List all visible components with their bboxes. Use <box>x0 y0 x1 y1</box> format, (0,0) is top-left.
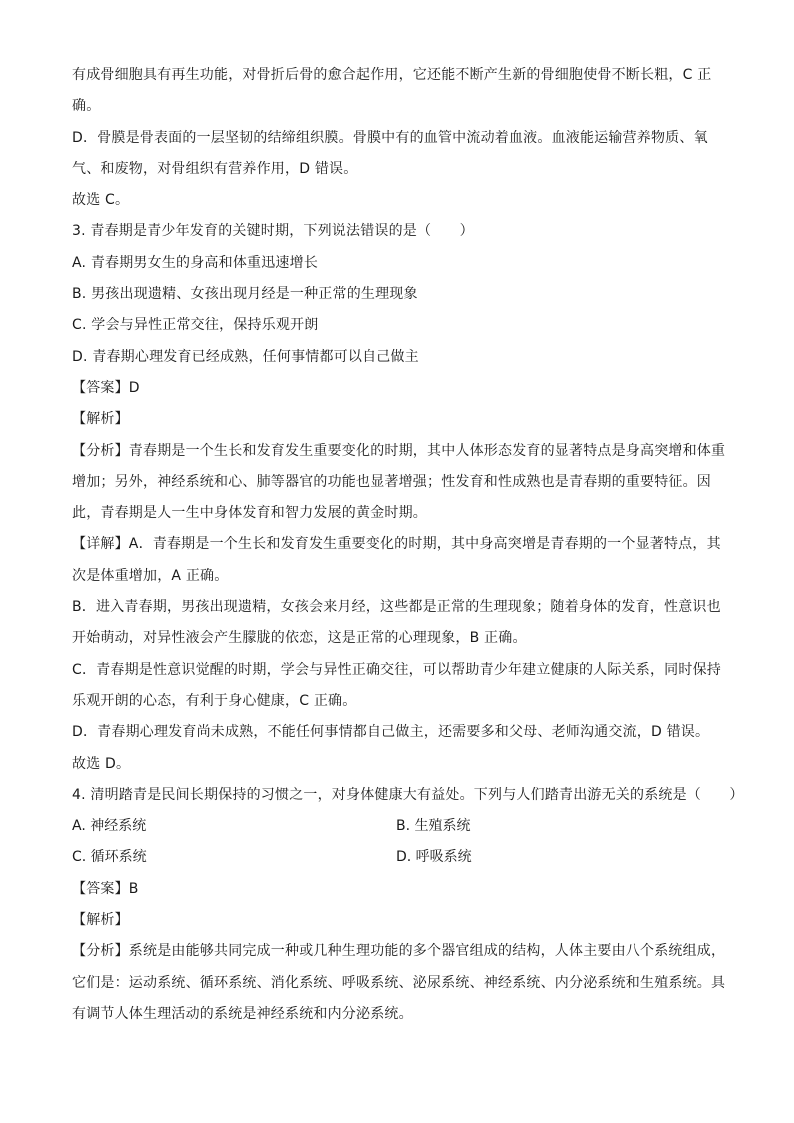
text-line: 确。 <box>72 98 101 115</box>
question-4-option-a: A. 神经系统 <box>72 818 147 835</box>
text-line: 增加；另外，神经系统和心、肺等器官的功能也显著增强；性发育和性成熟也是青春期的重要特征。因 <box>72 473 711 490</box>
question-4-option-b: B. 生殖系统 <box>396 818 471 835</box>
question-4-options-row-2 <box>72 842 722 873</box>
question-4-options-row-1 <box>72 811 722 842</box>
text-line: 此，青春期是人一生中身体发育和智力发展的黄金时期。 <box>72 505 427 522</box>
question-3-analysis-heading: 【解析】 <box>72 411 129 428</box>
question-3-option-b: B. 男孩出现遗精、女孩出现月经是一种正常的生理现象 <box>72 286 418 303</box>
question-4-option-d: D. 呼吸系统 <box>396 849 472 866</box>
document-body <box>72 60 744 1030</box>
question-3-answer: 【答案】D <box>72 379 140 396</box>
text-line: C．青春期是性意识觉醒的时期，学会与异性正确交往，可以帮助青少年建立健康的人际关系，同时保持 <box>72 661 721 678</box>
question-3-option-d: D. 青春期心理发育已经成熟，任何事情都可以自己做主 <box>72 348 419 365</box>
text-line: 次是体重增加，A 正确。 <box>72 567 229 584</box>
question-4-option-c: C. 循环系统 <box>72 849 147 866</box>
text-line: 气、和废物，对骨组织有营养作用，D 错误。 <box>72 160 358 177</box>
text-line: 有调节人体生理活动的系统是神经系统和内分泌系统。 <box>72 1005 413 1022</box>
question-3-option-c: C. 学会与异性正常交往，保持乐观开朗 <box>72 317 319 334</box>
text-line: 它们是：运动系统、循环系统、消化系统、呼吸系统、泌尿系统、神经系统、内分泌系统和生殖系统。具 <box>72 974 726 991</box>
text-line: D．骨膜是骨表面的一层坚韧的结缔组织膜。骨膜中有的血管中流动着血液。血液能运输营养物质、氧 <box>72 129 708 146</box>
text-line: D．青春期心理发育尚未成熟，不能任何事情都自己做主，还需要多和父母、老师沟通交流，D 错误。 <box>72 724 710 741</box>
text-line: 故选 D。 <box>72 755 131 772</box>
text-line: 故选 C。 <box>72 192 130 209</box>
text-line: 【分析】系统是由能够共同完成一种或几种生理功能的多个器官组成的结构，人体主要由八个系统组成， <box>72 943 726 960</box>
text-line: 【分析】青春期是一个生长和发育发生重要变化的时期，其中人体形态发育的显著特点是身高突增和体重 <box>72 442 726 459</box>
text-line: 【详解】A．青春期是一个生长和发育发生重要变化的时期，其中身高突增是青春期的一个显著特点，其 <box>72 536 721 553</box>
text-line: 开始萌动，对异性液会产生朦胧的依恋，这是正常的心理现象，B 正确。 <box>72 630 527 647</box>
question-3-stem: 3. 青春期是青少年发育的关键时期，下列说法错误的是（ ） <box>72 223 474 240</box>
text-line: B．进入青春期，男孩出现遗精，女孩会来月经，这些都是正常的生理现象；随着身体的发育，性意识也 <box>72 599 721 616</box>
text-line: 有成骨细胞具有再生功能，对骨折后骨的愈合起作用，它还能不断产生新的骨细胞使骨不断长粗，C 正 <box>72 67 712 83</box>
text-line: 乐观开朗的心态，有利于身心健康，C 正确。 <box>72 692 357 709</box>
question-4-stem: 4. 清明踏青是民间长期保持的习惯之一，对身体健康大有益处。下列与人们踏青出游无关的系统是（ ） <box>72 786 744 803</box>
question-3-option-a: A. 青春期男女生的身高和体重迅速增长 <box>72 254 319 271</box>
question-4-analysis-heading: 【解析】 <box>72 912 129 929</box>
question-4-answer: 【答案】B <box>72 880 139 897</box>
